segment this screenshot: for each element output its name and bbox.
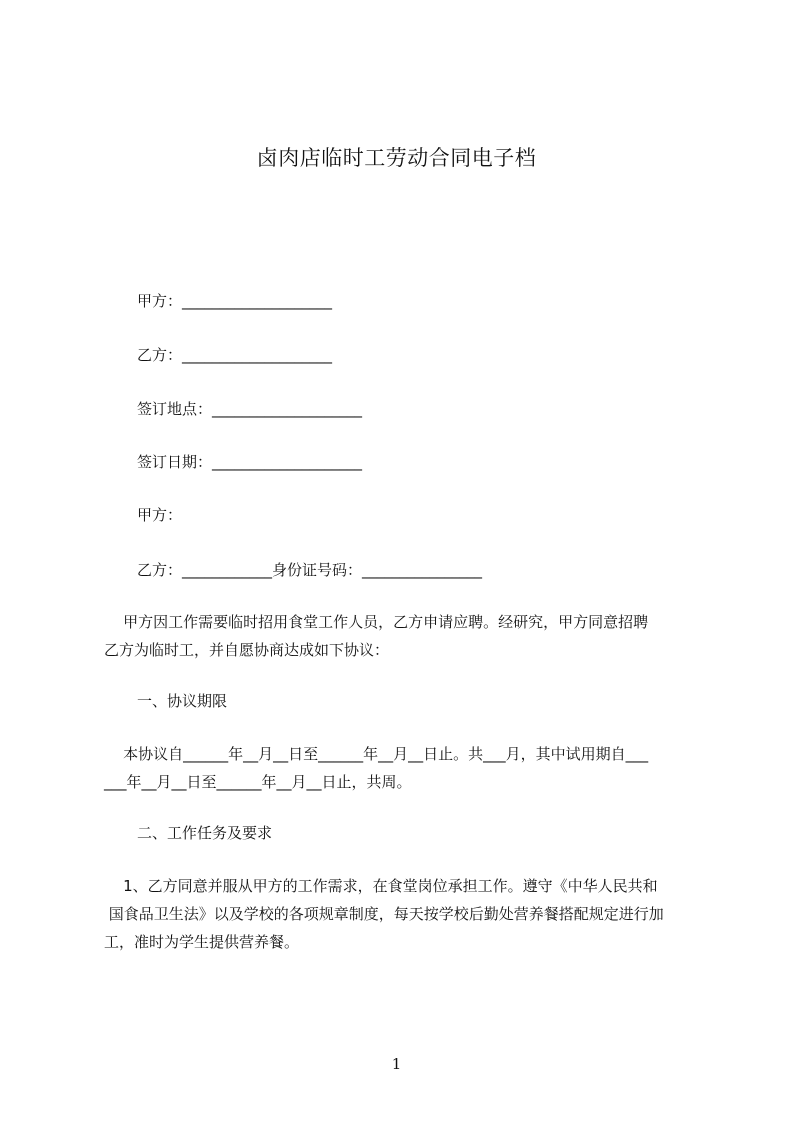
party-b-id-field: 乙方：____________身份证号码：________________ xyxy=(137,561,483,579)
intro-paragraph-line-2: 乙方为临时工，并自愿协商达成如下协议： xyxy=(104,641,390,659)
sign-date-field: 签订日期：____________________ xyxy=(137,453,363,471)
task-paragraph-line-3: 工，准时为学生提供营养餐。 xyxy=(104,933,300,951)
sign-place-field: 签订地点：____________________ xyxy=(137,400,363,418)
party-b-field: 乙方：____________________ xyxy=(137,346,333,364)
section-heading-term: 一、协议期限 xyxy=(137,692,228,710)
page-number: 1 xyxy=(391,1055,402,1073)
task-paragraph-line-2: 国食品卫生法》以及学校的各项规章制度，每天按学校后勤处营养餐搭配规定进行加 xyxy=(104,905,664,923)
party-a-repeat-field: 甲方： xyxy=(137,506,183,524)
document-title: 卤肉店临时工劳动合同电子档 xyxy=(256,146,537,170)
task-paragraph-line-1: 1、乙方同意并服从甲方的工作需求，在食堂岗位承担工作。遵守《中华人民共和 xyxy=(104,877,658,895)
term-paragraph-line-1: 本协议自______年__月__日至______年__月__日止。共___月，其中试用期自___ xyxy=(104,745,649,763)
party-a-field: 甲方：____________________ xyxy=(137,292,333,310)
term-paragraph-line-2: ___年__月__日至______年__月__日止，共周。 xyxy=(104,773,412,791)
intro-paragraph-line-1: 甲方因工作需要临时招用食堂工作人员，乙方申请应聘。经研究，甲方同意招聘 xyxy=(104,613,649,631)
section-heading-tasks: 二、工作任务及要求 xyxy=(137,824,273,842)
